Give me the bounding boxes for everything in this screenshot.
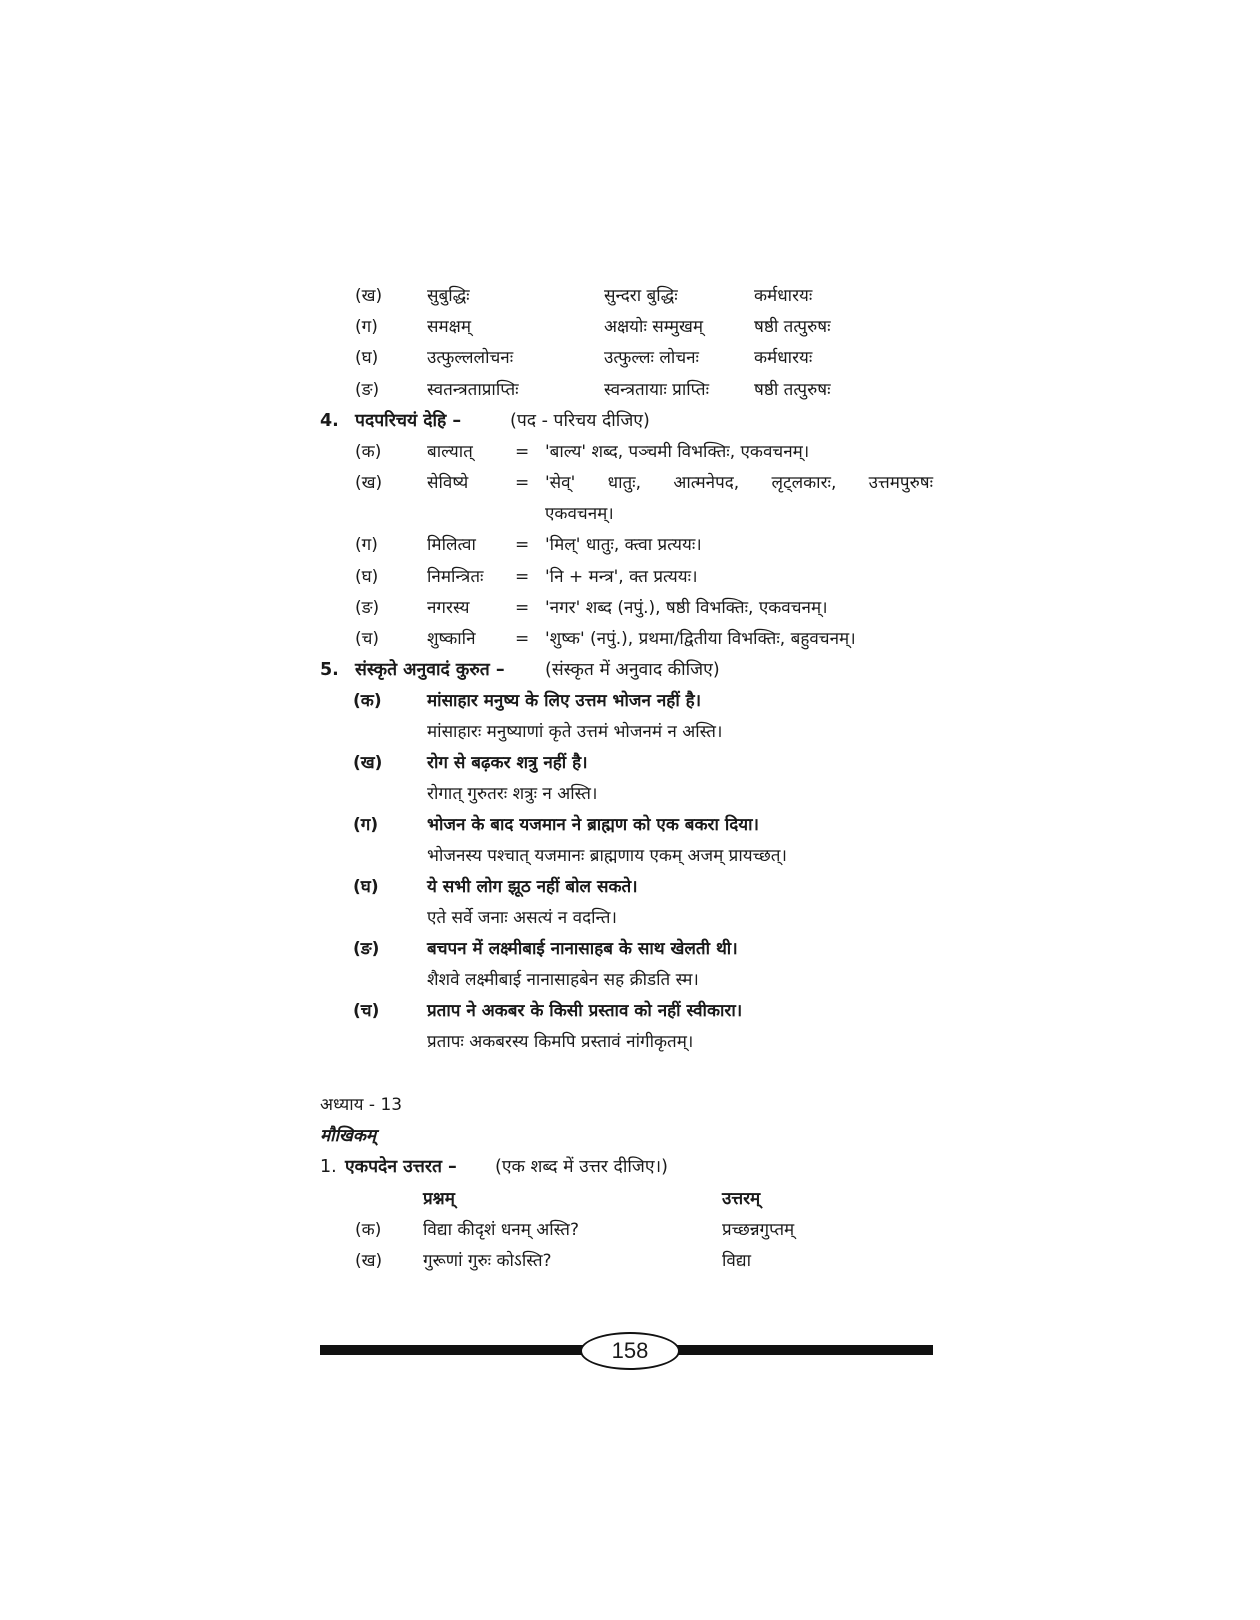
compound-word: उत्फुल्ललोचनः [427,348,514,368]
samasa-type: षष्ठी तत्पुरुषः [754,317,831,337]
pada-description: 'नगर' शब्द (नपुं.), षष्ठी विभक्तिः, एकवचनम्। [545,598,828,618]
question-text: गुरूणां गुरुः कोऽस्ति? [423,1251,552,1271]
sanskrit-translation: प्रतापः अकबरस्य किमपि प्रस्तावं नांगीकृतम्। [427,1032,694,1052]
answer-text: प्रच्छन्नगुप्तम् [722,1220,795,1240]
answer-column-header: उत्तरम् [722,1189,761,1209]
item-label: (च) [353,1001,380,1021]
vigraha: स्वन्त्रतायाः प्राप्तिः [604,380,710,400]
item-label: (ग) [355,535,378,555]
pada-word: मिलित्वा [427,535,476,555]
sanskrit-translation: शैशवे लक्ष्मीबाई नानासाहबेन सह क्रीडति स्म। [427,970,699,990]
compound-word: सुबुद्धिः [427,286,470,306]
pada-description: 'मिल्' धातुः, क्त्वा प्रत्ययः। [545,535,702,555]
item-label: (ग) [355,317,378,337]
chapter-title: अध्याय - 13 [320,1095,403,1115]
pada-word: नगरस्य [427,598,470,618]
compound-word: समक्षम् [427,317,472,337]
question-title: पदपरिचयं देहि – [355,411,462,431]
samasa-type: कर्मधारयः [754,348,813,368]
vigraha: उत्फुल्लः लोचनः [604,348,699,368]
equals-sign: = [515,473,530,493]
question-subtitle: (एक शब्द में उत्तर दीजिए।) [495,1157,669,1177]
pada-description: 'सेव्' धातुः, आत्मनेपद, लृट्लकारः, उत्तमपुरुषः [545,473,933,493]
vigraha: सुन्दरा बुद्धिः [604,286,678,306]
item-label: (ख) [355,1251,383,1271]
equals-sign: = [515,442,530,462]
equals-sign: = [515,567,530,587]
item-label: (ख) [355,286,383,306]
sanskrit-translation: रोगात् गुरुतरः शत्रुः न अस्ति। [427,784,598,804]
item-label: (ख) [353,753,383,773]
hindi-sentence: बचपन में लक्ष्मीबाई नानासाहब के साथ खेलती थी। [427,939,738,959]
equals-sign: = [515,535,530,555]
sanskrit-translation: एते सर्वे जनाः असत्यं न वदन्ति। [427,908,617,928]
pada-word: बाल्यात् [427,442,473,462]
compound-word: स्वतन्त्रताप्राप्तिः [427,380,519,400]
question-title: एकपदेन उत्तरत – [345,1157,457,1177]
sanskrit-translation: भोजनस्य पश्चात् यजमानः ब्राह्मणाय एकम् अजम् प्रायच्छत्। [427,846,787,866]
samasa-type: षष्ठी तत्पुरुषः [754,380,831,400]
page-number: 158 [580,1332,680,1370]
hindi-sentence: मांसाहार मनुष्य के लिए उत्तम भोजन नहीं है। [427,691,702,711]
item-label: (घ) [353,877,379,897]
section-title: मौखिकम् [320,1126,377,1146]
item-label: (ङ) [355,598,380,618]
question-text: विद्या कीदृशं धनम् अस्ति? [423,1220,579,1240]
hindi-sentence: रोग से बढ़कर शत्रु नहीं है। [427,753,588,773]
item-label: (घ) [355,348,379,368]
item-label: (ख) [355,473,383,493]
question-subtitle: (संस्कृत में अनुवाद कीजिए) [545,660,720,680]
pada-description: 'शुष्क' (नपुं.), प्रथमा/द्वितीया विभक्तिः, बहुवचनम्। [545,629,856,649]
pada-word: निमन्त्रितः [427,567,484,587]
equals-sign: = [515,629,530,649]
hindi-sentence: ये सभी लोग झूठ नहीं बोल सकते। [427,877,638,897]
item-label: (ङ) [355,380,380,400]
samasa-type: कर्मधारयः [754,286,813,306]
item-label: (ग) [353,815,379,835]
item-label: (घ) [355,567,379,587]
hindi-sentence: भोजन के बाद यजमान ने ब्राह्मण को एक बकरा दिया। [427,815,759,835]
question-column-header: प्रश्नम् [423,1189,455,1209]
pada-description-cont: एकवचनम्। [545,504,614,524]
pada-description: 'बाल्य' शब्द, पञ्चमी विभक्तिः, एकवचनम्। [545,442,810,462]
item-label: (क) [353,691,382,711]
question-number: 4. [320,411,339,431]
item-label: (क) [355,442,382,462]
equals-sign: = [515,598,530,618]
item-label: (च) [355,629,380,649]
pada-word: सेविष्ये [427,473,469,493]
vigraha: अक्षयोः सम्मुखम् [604,317,704,337]
pada-word: शुष्कानि [427,629,476,649]
question-number: 5. [320,660,339,680]
sanskrit-translation: मांसाहारः मनुष्याणां कृते उत्तमं भोजनमं न अस्ति। [427,722,723,742]
question-title: संस्कृते अनुवादं कुरुत – [355,660,505,680]
question-number: 1. [320,1157,337,1177]
item-label: (क) [355,1220,382,1240]
answer-text: विद्या [722,1251,751,1271]
hindi-sentence: प्रताप ने अकबर के किसी प्रस्ताव को नहीं स्वीकारा। [427,1001,743,1021]
question-subtitle: (पद - परिचय दीजिए) [510,411,650,431]
pada-description: 'नि + मन्त्र', क्त प्रत्ययः। [545,567,698,587]
item-label: (ङ) [353,939,380,959]
